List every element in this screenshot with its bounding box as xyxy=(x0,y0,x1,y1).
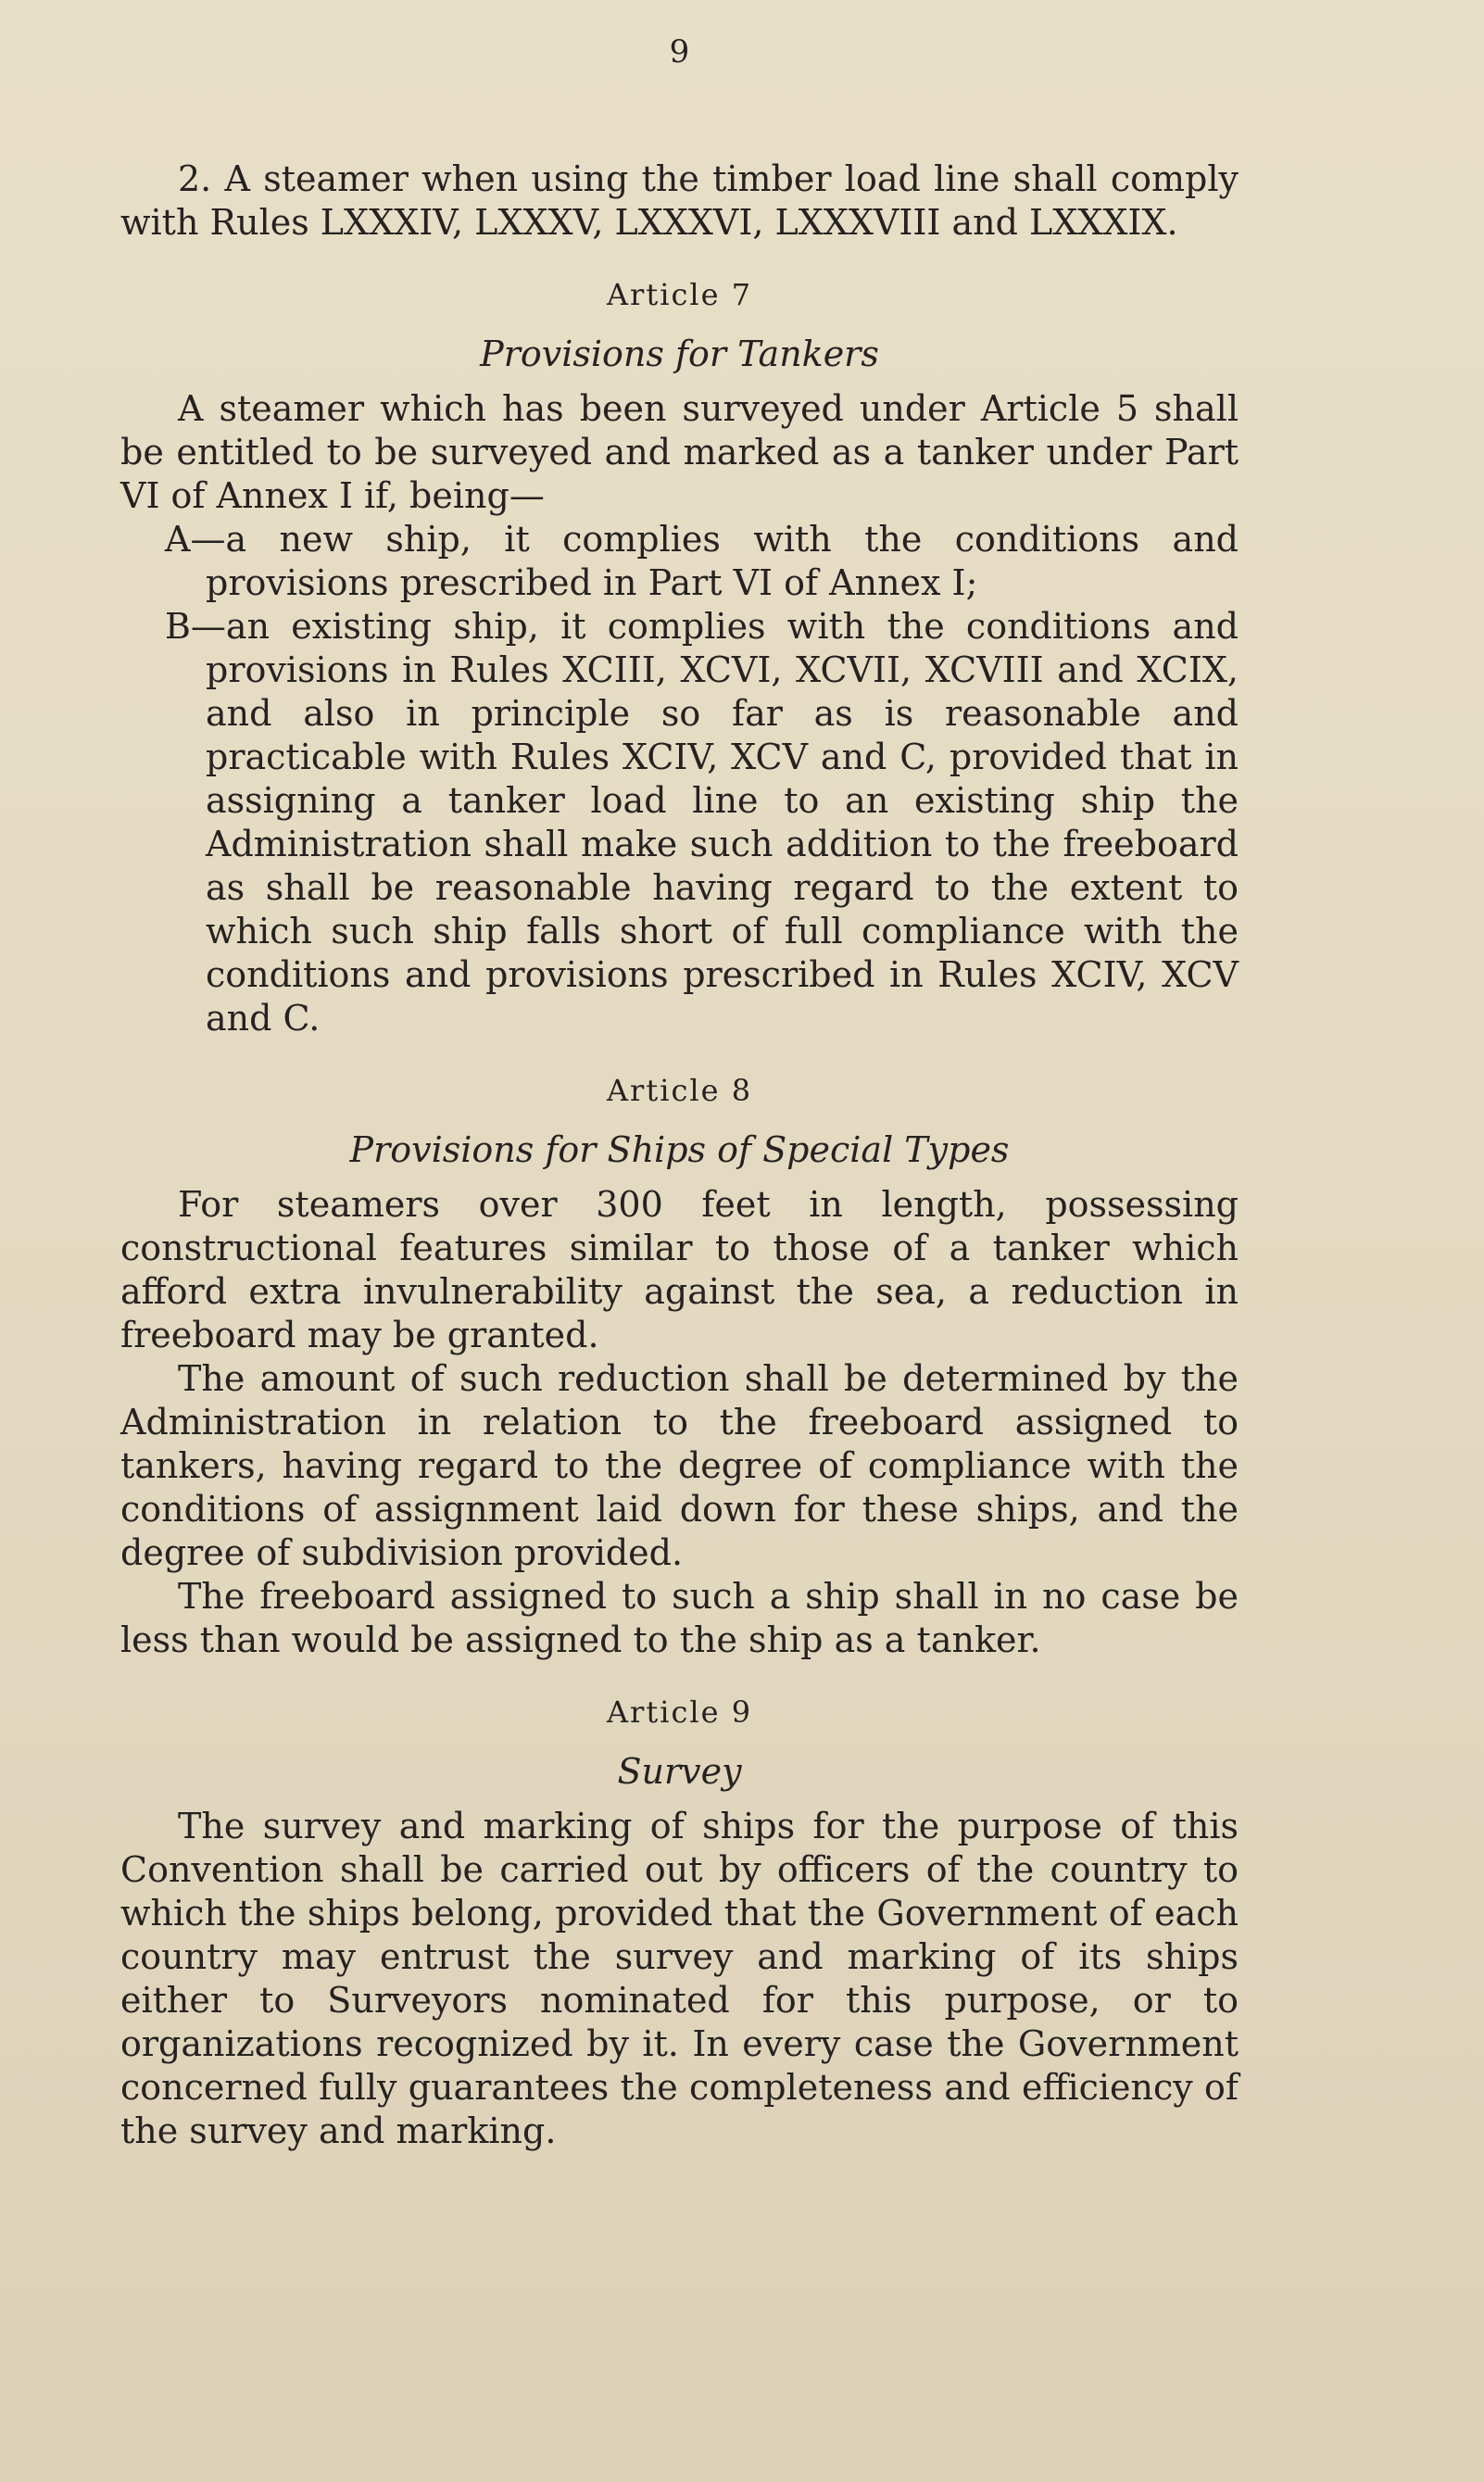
article-9-title: Survey xyxy=(617,1751,742,1792)
article-7-paragraph: A steamer which has been surveyed under Article 5 shall be entitled to be surveyed and marked as a tanker under Part VI of Annex I if, being— xyxy=(120,388,1239,516)
article-9-heading: Article 9 xyxy=(606,1695,753,1730)
article-8-paragraph-2: The amount of such reduction shall be determined by the Administration in relation to the freeboard assigned to tankers, having regard to the degree of compliance with the conditions of assignment laid down for these ships, and the degree of subdivision provided. xyxy=(120,1358,1239,1573)
article-8-paragraph-1: For steamers over 300 feet in length, possessing constructional features similar to those of a tanker which afford extra invulnerability against the sea, a reduction in freeboard may be granted. xyxy=(120,1184,1239,1355)
article-7-item-b: B—an existing ship, it complies with the conditions and provisions in Rules XCIII, XCVI, XCVII, XCVIII and XCIX, and also in principle so far as is reasonable and practicable with Rules XCIV, XCV and C, provided that in assigning a tanker load line to an existing ship the Administration shall make such addition to the freeboard as shall be reasonable having regard to the extent to which such ship falls short of full compliance with the conditions and provisions prescribed in Rules XCIV, XCV and C. xyxy=(165,606,1239,1039)
article-8-title: Provisions for Ships of Special Types xyxy=(349,1129,1010,1170)
article-7-title: Provisions for Tankers xyxy=(480,334,879,374)
article-8-heading: Article 8 xyxy=(606,1073,753,1108)
article-7-heading: Article 7 xyxy=(606,277,753,312)
article-8-paragraph-3: The freeboard assigned to such a ship shall in no case be less than would be assigned to the ship as a tanker. xyxy=(120,1576,1239,1660)
article-9-paragraph: The survey and marking of ships for the purpose of this Convention shall be carried out by officers of the country to which the ships belong, provided that the Government of each country may entrust the survey and marking of its ships either to Surveyors nominated for this purpose, or to organizations recognized by it. In every case the Government concerned fully guarantees the completeness and efficiency of the survey and marking. xyxy=(120,1806,1239,2151)
paragraph-timber-load-line: 2. A steamer when using the timber load line shall comply with Rules LXXXIV, LXXXV, LXXXVI, LXXXVIII and LXXXIX. xyxy=(120,158,1239,243)
article-7-item-a: A—a new ship, it complies with the conditions and provisions prescribed in Part VI of Annex I; xyxy=(165,519,1239,603)
page-number: 9 xyxy=(669,33,690,70)
